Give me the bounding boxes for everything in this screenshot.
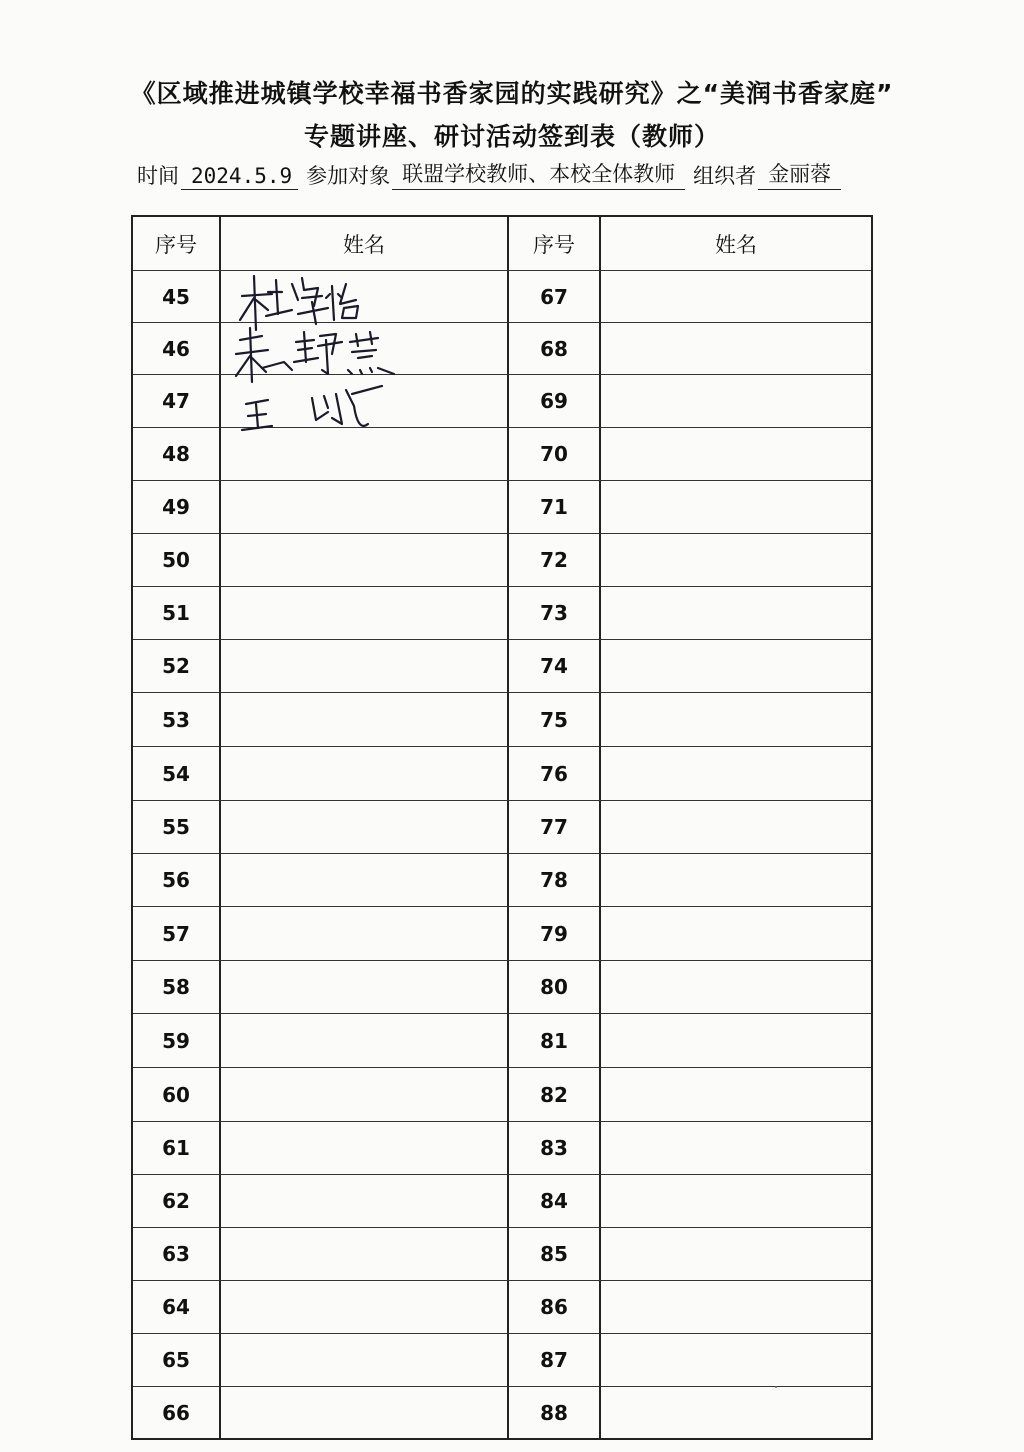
table-row bbox=[133, 1122, 871, 1175]
name-cell-left[interactable] bbox=[219, 1387, 507, 1438]
table-row bbox=[133, 1334, 871, 1387]
table-row bbox=[133, 1228, 871, 1281]
name-cell-left[interactable] bbox=[219, 854, 507, 906]
name-cell-right[interactable] bbox=[599, 1175, 871, 1227]
name-cell-right[interactable] bbox=[599, 747, 871, 800]
name-cell-left[interactable] bbox=[219, 428, 507, 480]
table-row bbox=[133, 1068, 871, 1122]
name-cell-right[interactable] bbox=[599, 1014, 871, 1067]
table-row bbox=[133, 747, 871, 801]
participants-value: 联盟学校教师、本校全体教师 bbox=[392, 158, 685, 190]
index-cell-left: 53 bbox=[162, 707, 190, 732]
name-cell-left[interactable] bbox=[219, 1122, 507, 1174]
name-cell-right[interactable] bbox=[599, 1228, 871, 1280]
name-cell-left[interactable] bbox=[219, 801, 507, 853]
index-cell-left: 45 bbox=[162, 284, 190, 309]
index-cell-left: 65 bbox=[162, 1348, 190, 1372]
name-cell-left[interactable] bbox=[219, 481, 507, 533]
index-cell-left: 61 bbox=[162, 1136, 190, 1160]
name-cell-right[interactable] bbox=[599, 907, 871, 960]
table-row bbox=[133, 271, 871, 323]
index-cell-right: 67 bbox=[507, 271, 599, 322]
index-cell-right: 73 bbox=[507, 587, 599, 639]
name-cell-right[interactable] bbox=[599, 1122, 871, 1174]
index-cell-right: 80 bbox=[507, 961, 599, 1013]
index-cell-right: 71 bbox=[507, 481, 599, 533]
name-cell-left[interactable] bbox=[219, 375, 507, 427]
index-cell-left: 62 bbox=[162, 1189, 190, 1213]
name-cell-right[interactable] bbox=[599, 481, 871, 533]
name-cell-right[interactable] bbox=[599, 587, 871, 639]
table-row bbox=[133, 693, 871, 747]
index-cell-left: 58 bbox=[162, 975, 190, 999]
name-cell-left[interactable] bbox=[219, 534, 507, 586]
name-cell-left[interactable] bbox=[219, 1228, 507, 1280]
name-cell-right[interactable] bbox=[599, 1068, 871, 1121]
index-cell-right: 77 bbox=[507, 801, 599, 853]
name-cell-right[interactable] bbox=[599, 693, 871, 746]
name-cell-right[interactable] bbox=[599, 961, 871, 1013]
table-row bbox=[133, 1281, 871, 1334]
table-row bbox=[133, 1387, 871, 1438]
index-cell-left: 50 bbox=[162, 548, 190, 572]
table-row bbox=[133, 907, 871, 961]
index-cell-left: 63 bbox=[162, 1242, 190, 1266]
scan-speck bbox=[775, 1386, 777, 1388]
index-cell-right: 81 bbox=[507, 1014, 599, 1067]
table-row bbox=[133, 481, 871, 534]
index-cell-right: 85 bbox=[507, 1228, 599, 1280]
table-row bbox=[133, 1014, 871, 1068]
index-cell-left: 57 bbox=[162, 921, 190, 946]
index-cell-right: 78 bbox=[507, 854, 599, 906]
header-name-left: 姓名 bbox=[219, 217, 507, 270]
time-label: 时间 bbox=[137, 164, 179, 188]
name-cell-left[interactable] bbox=[219, 747, 507, 800]
index-cell-right: 72 bbox=[507, 534, 599, 586]
index-cell-right: 82 bbox=[507, 1068, 599, 1121]
header-index-right: 序号 bbox=[507, 217, 599, 270]
index-cell-left: 51 bbox=[162, 601, 190, 625]
name-cell-left[interactable] bbox=[219, 587, 507, 639]
organizer-label: 组织者 bbox=[693, 164, 757, 188]
index-cell-right: 70 bbox=[507, 428, 599, 480]
name-cell-left[interactable] bbox=[219, 1014, 507, 1067]
name-cell-right[interactable] bbox=[599, 271, 871, 322]
index-cell-left: 52 bbox=[162, 654, 190, 678]
header-index-left: 序号 bbox=[155, 232, 197, 257]
index-cell-right: 83 bbox=[507, 1122, 599, 1174]
name-cell-right[interactable] bbox=[599, 1281, 871, 1333]
index-cell-left: 48 bbox=[162, 442, 190, 466]
index-cell-right: 84 bbox=[507, 1175, 599, 1227]
table-row bbox=[133, 428, 871, 481]
index-cell-left: 60 bbox=[162, 1082, 190, 1107]
table-row bbox=[133, 534, 871, 587]
table-row bbox=[133, 587, 871, 640]
name-cell-left[interactable] bbox=[219, 1334, 507, 1386]
index-cell-right: 69 bbox=[507, 375, 599, 427]
name-cell-left[interactable] bbox=[219, 693, 507, 746]
index-cell-left: 59 bbox=[162, 1028, 190, 1053]
index-cell-left: 46 bbox=[162, 336, 190, 361]
name-cell-left[interactable] bbox=[219, 961, 507, 1013]
time-value: 2024.5.9 bbox=[181, 164, 298, 190]
index-cell-left: 49 bbox=[162, 495, 190, 519]
name-cell-left[interactable] bbox=[219, 323, 507, 374]
index-cell-left: 55 bbox=[162, 815, 190, 839]
index-cell-right: 88 bbox=[507, 1387, 599, 1438]
index-cell-left: 56 bbox=[162, 868, 190, 892]
table-row bbox=[133, 640, 871, 693]
name-cell-left[interactable] bbox=[219, 1281, 507, 1333]
name-cell-right[interactable] bbox=[599, 428, 871, 480]
index-cell-right: 86 bbox=[507, 1281, 599, 1333]
index-cell-left: 64 bbox=[162, 1295, 190, 1319]
name-cell-left[interactable] bbox=[219, 1068, 507, 1121]
meta-line bbox=[137, 160, 849, 190]
document-subtitle: 专题讲座、研讨活动签到表（教师） bbox=[303, 122, 720, 151]
name-cell-right[interactable] bbox=[599, 1334, 871, 1386]
participants-label: 参加对象 bbox=[306, 164, 391, 188]
index-cell-right: 74 bbox=[507, 640, 599, 692]
name-cell-right[interactable] bbox=[599, 640, 871, 692]
index-cell-left: 54 bbox=[162, 761, 190, 786]
name-cell-right[interactable] bbox=[599, 854, 871, 906]
name-cell-left[interactable] bbox=[219, 271, 507, 322]
index-cell-right: 68 bbox=[507, 323, 599, 374]
document-title: 《区域推进城镇学校幸福书香家园的实践研究》之“美润书香家庭” bbox=[130, 79, 894, 108]
index-cell-left: 66 bbox=[162, 1400, 190, 1425]
table-row bbox=[133, 323, 871, 375]
name-cell-right[interactable] bbox=[599, 375, 871, 427]
index-cell-right: 75 bbox=[507, 693, 599, 746]
name-cell-left[interactable] bbox=[219, 640, 507, 692]
sign-in-table bbox=[131, 215, 873, 1440]
name-cell-left[interactable] bbox=[219, 1175, 507, 1227]
name-cell-right[interactable] bbox=[599, 1387, 871, 1438]
name-cell-right[interactable] bbox=[599, 323, 871, 374]
table-row bbox=[133, 801, 871, 854]
table-row bbox=[133, 375, 871, 428]
index-cell-right: 76 bbox=[507, 747, 599, 800]
index-cell-left: 47 bbox=[162, 389, 190, 413]
organizer-value: 金丽蓉 bbox=[758, 158, 841, 190]
index-cell-right: 79 bbox=[507, 907, 599, 960]
index-cell-right: 87 bbox=[507, 1334, 599, 1386]
name-cell-left[interactable] bbox=[219, 907, 507, 960]
table-row bbox=[133, 1175, 871, 1228]
table-row bbox=[133, 961, 871, 1014]
header-name-right: 姓名 bbox=[599, 217, 871, 270]
name-cell-right[interactable] bbox=[599, 534, 871, 586]
table-header-row bbox=[133, 217, 871, 271]
name-cell-right[interactable] bbox=[599, 801, 871, 853]
table-row bbox=[133, 854, 871, 907]
